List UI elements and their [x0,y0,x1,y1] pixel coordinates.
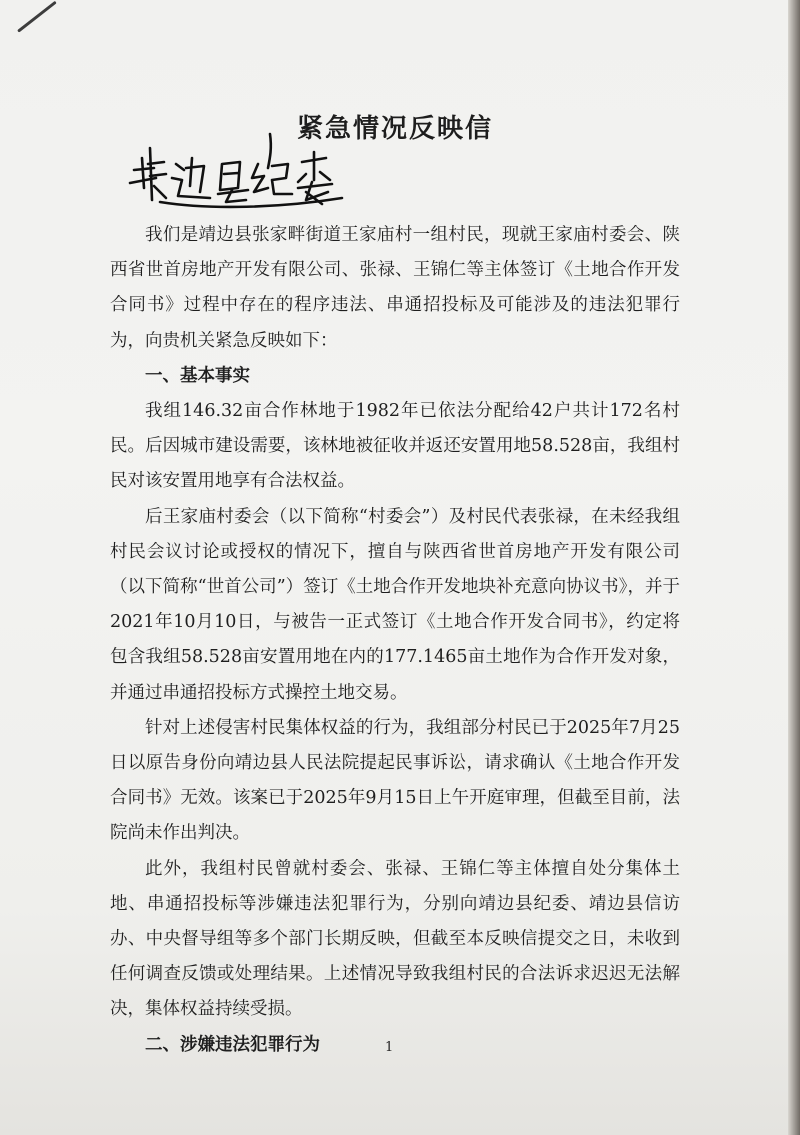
page-number: 1 [385,1040,394,1055]
letter-title: 紧急情况反映信 [296,114,493,144]
intro-paragraph: 我们是靖边县张家畔街道王家庙村一组村民，现就王家庙村委会、陕西省世首房地产开发有限公司、张禄、王锦仁等主体签订《土地合作开发合同书》过程中存在的程序违法、串通招投标及可能涉及的违法犯罪行为，向贵机关紧急反映如下： [110,225,680,351]
paragraph-land-allocation: 我组146.32亩合作林地于1982年已依法分配给42户共计172名村民。后因城市建设需要，该林地被征收并返还安置用地58.528亩，我组村民对该安置用地享有合法权益。 [110,401,680,492]
pen-stroke-mark [17,1,57,33]
paragraph-contract-signing: 后王家庙村委会（以下简称“村委会”）及村民代表张禄，在未经我组村民会议讨论或授权的情况下，擅自与陕西省世首房地产开发有限公司（以下简称“世首公司”）签订《土地合作开发地块补充意向协议书》，并于2021年10月10日，与被告一正式签订《土地合作开发合同书》，约定将包含我组58.528亩安置用地在内的177.1465亩土地作为合作开发对象，并通过串通招投标方式操控土地交易。 [110,506,680,703]
page-edge-shadow [788,0,800,1135]
section-heading-basic-facts: 一、基本事实 [145,365,250,386]
paragraph-complaints: 此外，我组村民曾就村委会、张禄、王锦仁等主体擅自处分集体土地、串通招投标等涉嫌违法犯罪行为，分别向靖边县纪委、靖边县信访办、中央督导组等多个部门长期反映，但截至本反映信提交之日，未收到任何调查反馈或处理结果。上述情况导致我组村民的合法诉求迟迟无法解决，集体权益持续受损。 [110,858,680,1020]
section-heading-suspected-crimes: 二、涉嫌违法犯罪行为 [145,1034,320,1055]
handwritten-annotation-signature [120,128,350,218]
paragraph-lawsuit: 针对上述侵害村民集体权益的行为，我组部分村民已于2025年7月25日以原告身份向靖边县人民法院提起民事诉讼，请求确认《土地合作开发合同书》无效。该案已于2025年9月15日上午开庭审理，但截至目前，法院尚未作出判决。 [110,717,680,844]
letter-body [110,218,680,1063]
